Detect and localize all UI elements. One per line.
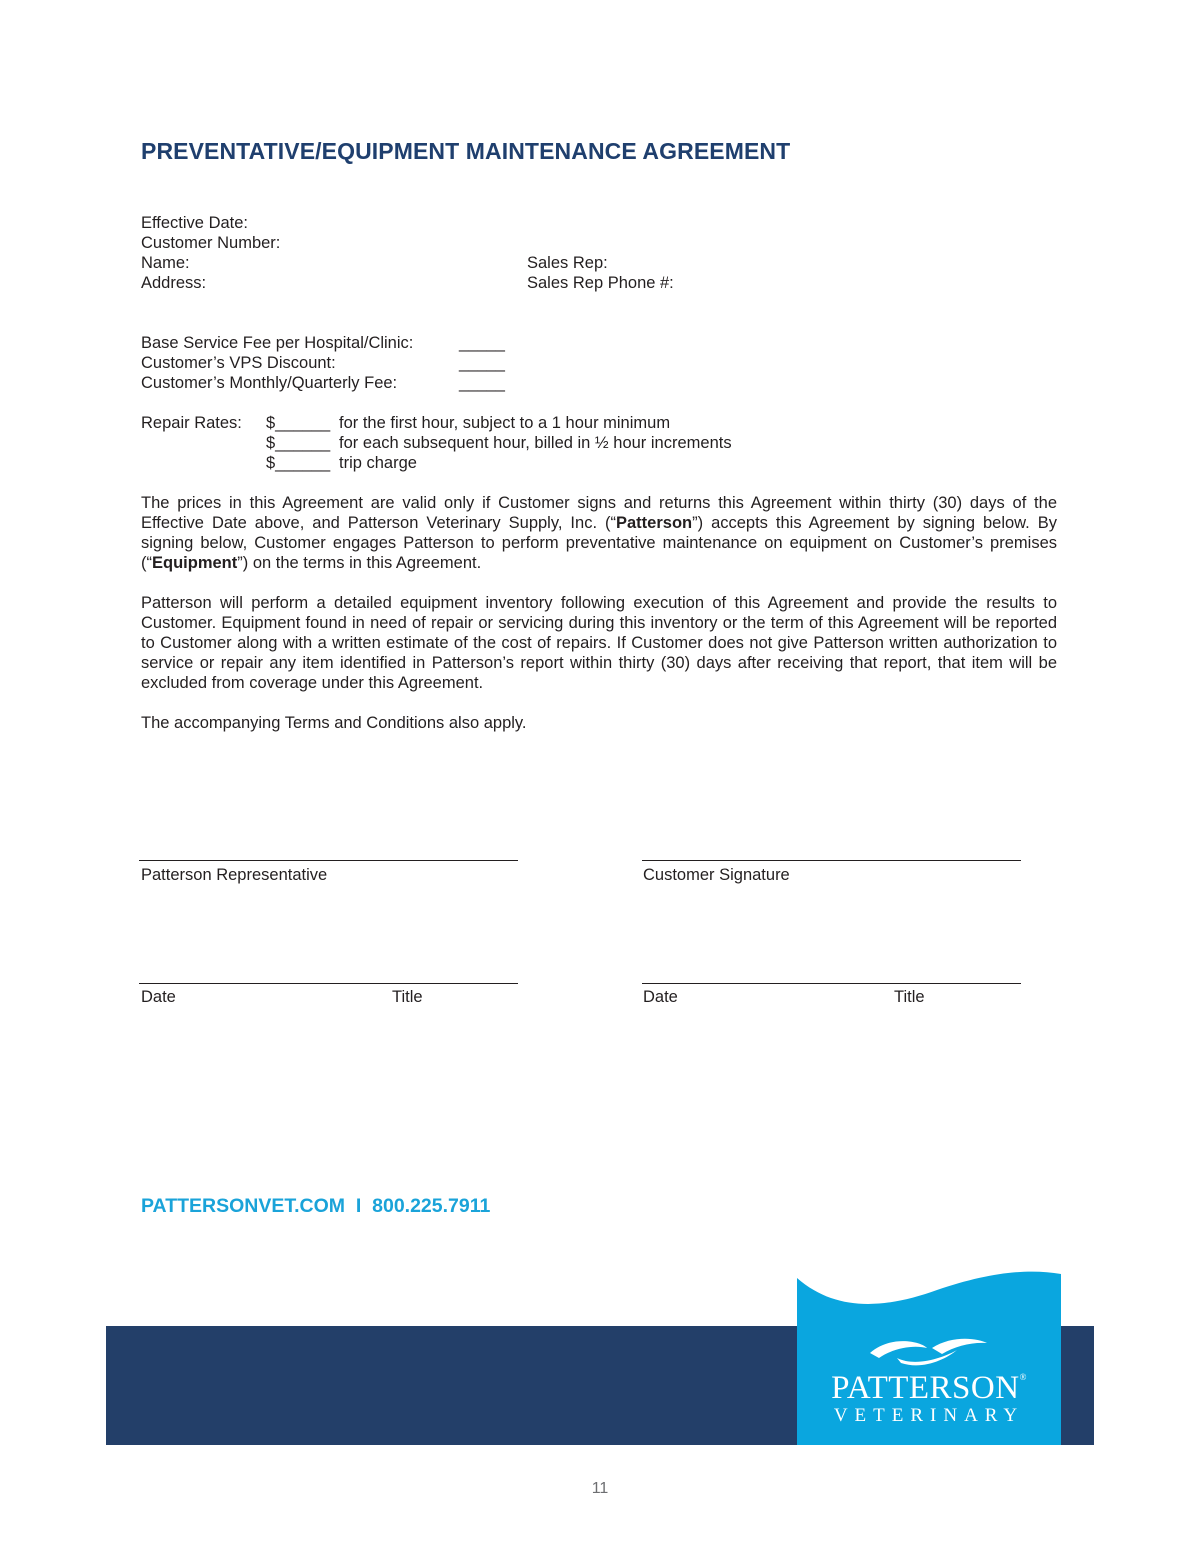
- page-number: 11: [591, 1480, 609, 1497]
- repair-rate-subsequent-blank[interactable]: $______: [266, 434, 331, 452]
- pricing-text-1: The prices in this Agreement are valid only if Customer signs and returns this Agreement within thirty (30) days of the Effective Date above, and Patterson Veterinary Supply, Inc. (“: [141, 494, 1057, 532]
- repair-rate-subsequent-text: for each subsequent hour, billed in ½ hour increments: [339, 434, 732, 452]
- registered-mark: ®: [1019, 1372, 1027, 1382]
- patterson-title-label: Title: [392, 988, 423, 1006]
- repair-rate-first-hour-blank[interactable]: $______: [266, 414, 331, 432]
- base-service-fee-blank[interactable]: _____: [459, 334, 505, 352]
- repair-rate-trip-text: trip charge: [339, 454, 417, 472]
- address-label: Address:: [141, 274, 207, 292]
- effective-date-label: Effective Date:: [141, 214, 249, 232]
- pricing-paragraph: [141, 493, 1057, 573]
- patterson-term: Patterson: [616, 514, 693, 532]
- customer-signature-label: Customer Signature: [643, 866, 790, 884]
- vps-discount-blank[interactable]: _____: [459, 354, 505, 372]
- patterson-representative-label: Patterson Representative: [141, 866, 328, 884]
- inventory-paragraph: Patterson will perform a detailed equipment inventory following execution of this Agreement and provide the results to Customer. Equipment found in need of repair or servicing during this inventory or the term of this Agreement will be reported to Customer along with a written estimate of the cost of repairs. If Customer does not give Patterson written authorization to service or repair any item identified in Patterson’s report within thirty (30) days after receiving that report, that item will be excluded from coverage under this Agreement.: [141, 594, 1057, 692]
- brand-name: PATTERSON®: [831, 1370, 1027, 1406]
- repair-rate-trip-blank[interactable]: $______: [266, 454, 331, 472]
- repair-rates-label: Repair Rates:: [141, 414, 242, 432]
- pricing-text-3: ”) on the terms in this Agreement.: [237, 554, 482, 572]
- patterson-date-label: Date: [141, 988, 176, 1006]
- customer-title-label: Title: [894, 988, 925, 1006]
- page-title: PREVENTATIVE/EQUIPMENT MAINTENANCE AGREEMENT: [141, 138, 791, 164]
- contact-link[interactable]: PATTERSONVET.COM I 800.225.7911: [141, 1195, 491, 1217]
- repair-rate-first-hour-text: for the first hour, subject to a 1 hour minimum: [339, 414, 671, 432]
- customer-date-label: Date: [643, 988, 678, 1006]
- sales-rep-label: Sales Rep:: [527, 254, 608, 272]
- patterson-signature-line[interactable]: [139, 860, 518, 861]
- terms-paragraph: The accompanying Terms and Conditions also apply.: [141, 714, 527, 732]
- vps-discount-label: Customer’s VPS Discount:: [141, 354, 336, 372]
- patterson-date-title-line[interactable]: [139, 983, 518, 984]
- monthly-fee-blank[interactable]: _____: [459, 374, 505, 392]
- equipment-term: Equipment: [152, 554, 238, 572]
- name-label: Name:: [141, 254, 190, 272]
- customer-date-title-line[interactable]: [642, 983, 1021, 984]
- brand-subtitle: VETERINARY: [833, 1405, 1025, 1426]
- pricing-text-2: ”) accepts this Agreement by signing below. By signing below, Customer engages Patterson to perform preventative maintenance on equipment on Customer’s premises (“: [141, 514, 1057, 572]
- base-service-fee-label: Base Service Fee per Hospital/Clinic:: [141, 334, 414, 352]
- customer-number-label: Customer Number:: [141, 234, 281, 252]
- monthly-fee-label: Customer’s Monthly/Quarterly Fee:: [141, 374, 398, 392]
- customer-signature-line[interactable]: [642, 860, 1021, 861]
- sales-rep-phone-label: Sales Rep Phone #:: [527, 274, 674, 292]
